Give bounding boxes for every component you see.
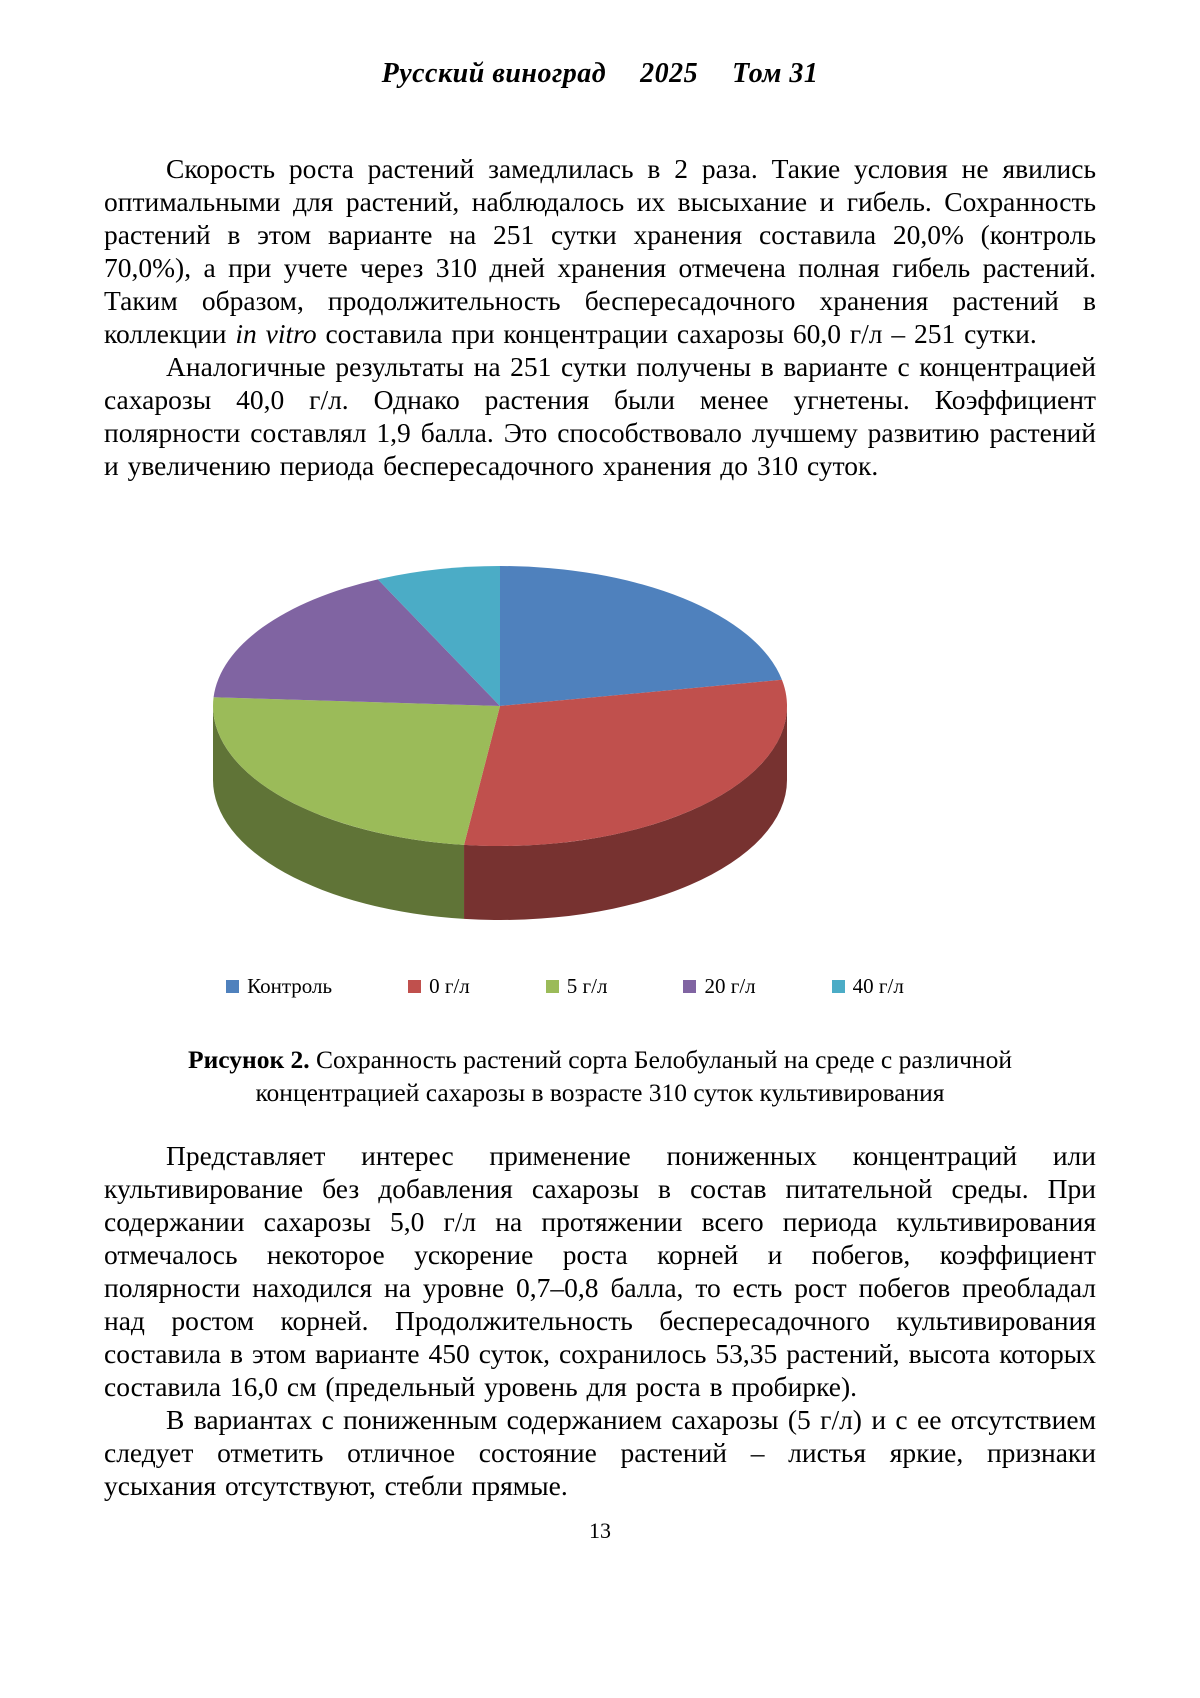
paragraph-2: Аналогичные результаты на 251 сутки получены в варианте с концентрацией сахарозы 40,0 г/л. Однако растения были менее угнетены. Коэффициент полярности составлял 1,9 балла. Это способствовало лучшему развитию растений и увеличению периода беспересадочного хранения до 310 суток. [104, 351, 1096, 481]
paragraph-1-latin-term: in vitro [235, 318, 317, 349]
legend-swatch-icon [832, 980, 845, 993]
figure-caption-text: Сохранность растений сорта Белобуланый на среде с различной концентрацией сахарозы в возрасте 310 суток культивирования [255, 1045, 1012, 1108]
figure-caption-label: Рисунок 2. [188, 1045, 310, 1074]
chart-legend [104, 974, 1026, 999]
legend-swatch-icon [408, 980, 421, 993]
legend-label: 40 г/л [852, 974, 904, 998]
journal-title: Русский виноград [381, 58, 607, 89]
legend-swatch-icon [226, 980, 239, 993]
journal-header [104, 58, 1096, 90]
legend-item [832, 974, 904, 999]
legend-label: Контроль [247, 974, 333, 998]
figure-block [104, 538, 1096, 1109]
paragraph-4: В вариантах с пониженным содержанием сахарозы (5 г/л) и с ее отсутствием следует отметить отличное состояние растений – листья яркие, признаки усыхания отсутствуют, стебли прямые. [104, 1404, 1096, 1502]
legend-item [546, 974, 608, 999]
legend-swatch-icon [546, 980, 559, 993]
legend-swatch-icon [683, 980, 696, 993]
paragraph-1 [104, 152, 1096, 350]
legend-item [226, 974, 332, 999]
paragraph-1-text-a: Скорость роста растений замедлилась в 2 раза. Такие условия не явились оптимальными для растений, наблюдалось их высыхание и гибель. Сохранность растений в этом варианте на 251 сутки хранения составила 20,0% (контроль 70,0%), а при учете через 310 дней хранения отмечена полная гибель растений. Таким образом, продолжительность беспересадочного хранения растений в коллекции [104, 153, 1096, 349]
page-number: 13 [589, 1518, 611, 1544]
legend-item [683, 974, 755, 999]
journal-year: 2025 [640, 58, 699, 89]
legend-label: 5 г/л [566, 974, 608, 998]
journal-volume: Том 31 [732, 58, 819, 89]
legend-label: 0 г/л [429, 974, 470, 998]
figure-caption [130, 1043, 1070, 1109]
legend-label: 20 г/л [704, 974, 756, 998]
pie-chart [170, 538, 830, 968]
paragraph-1-text-b: составила при концентрации сахарозы 60,0 г/л – 251 сутки. [316, 318, 1037, 349]
legend-item [408, 974, 470, 999]
paragraph-3: Представляет интерес применение пониженных концентраций или культивирование без добавления сахарозы в состав питательной среды. При содержании сахарозы 5,0 г/л на протяжении всего периода культивирования отмечалось некоторое ускорение роста корней и побегов, коэффициент полярности находился на уровне 0,7–0,8 балла, то есть рост побегов преобладал над ростом корней. Продолжительность беспересадочного культивирования составила в этом варианте 450 суток, сохранилось 53,35 растений, высота которых составила 16,0 см (предельный уровень для роста в пробирке). [104, 1140, 1096, 1403]
